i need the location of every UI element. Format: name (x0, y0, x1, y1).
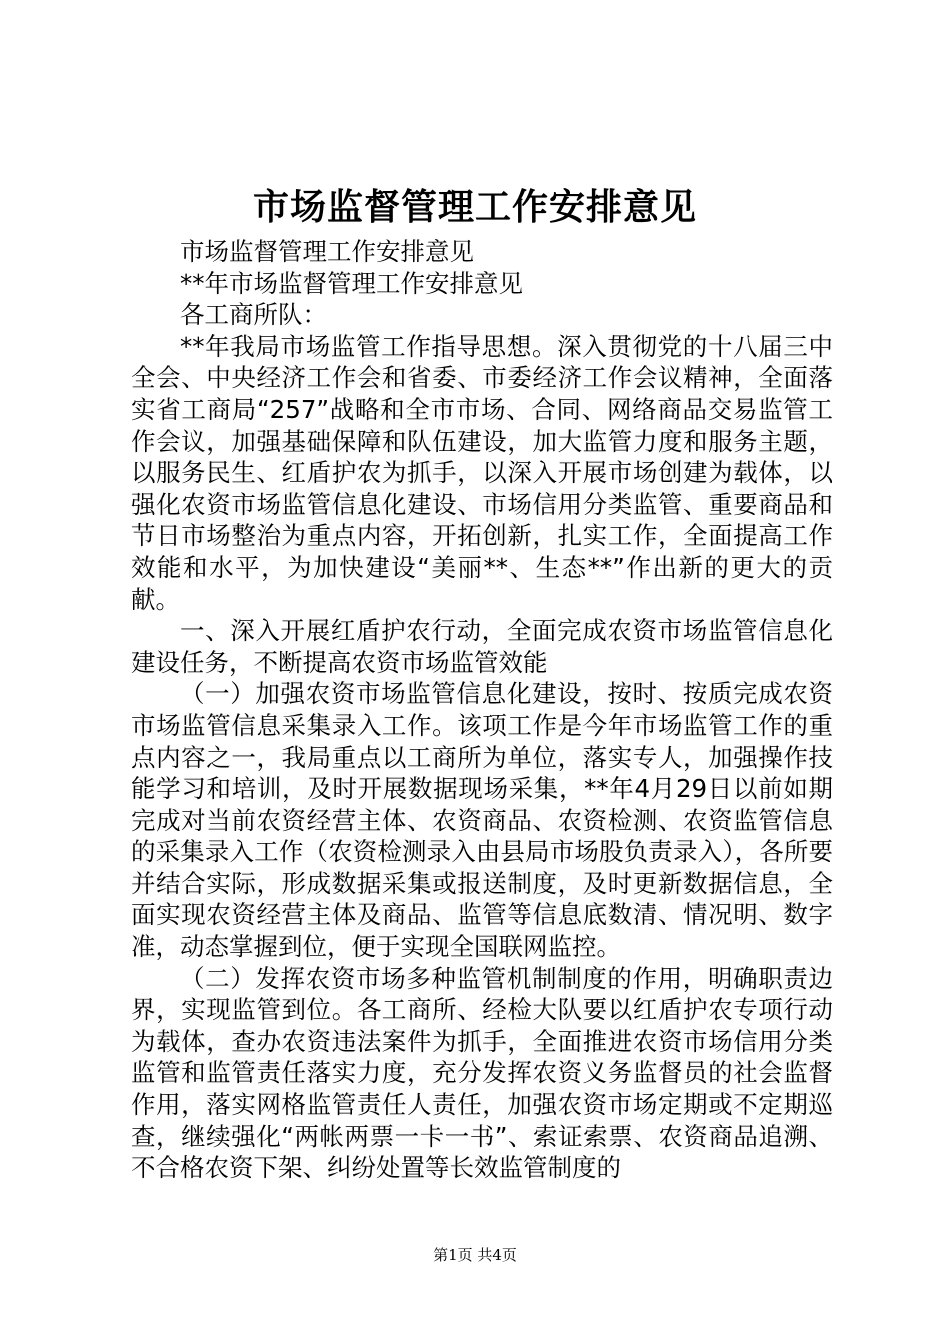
page-number: 第1页 共4页 (433, 1246, 517, 1264)
paragraph-item-two: （二）发挥农资市场多种监管机制制度的作用，明确职责边界，实现监管到位。各工商所、经检大队要以红盾护农专项行动为载体，查办农资违法案件为抓手，全面推进农资市场信用分类监管和监管责任落实力度，充分发挥农资义务监督员的社会监督作用，落实网格监管责任人责任，加强农资市场定期或不定期巡查，继续强化“两帐两票一卡一书”、索证索票、农资商品追溯、不合格农资下架、纠纷处置等长效监管制度的 (131, 963, 833, 1183)
paragraph-subtitle: **年市场监督管理工作安排意见 (180, 268, 523, 298)
paragraph-salutation: 各工商所队： (180, 300, 327, 330)
paragraph-guiding-thought: **年我局市场监管工作指导思想。深入贯彻党的十八届三中全会、中央经济工作会和省委、市委经济工作会议精神，全面落实省工商局“257”战略和全市市场、合同、网络商品交易监管工作会议，加强基础保障和队伍建设，加大监管力度和服务主题，以服务民生、红盾护农为抓手，以深入开展市场创建为载体，以强化农资市场监管信息化建设、市场信用分类监管、重要商品和节日市场整治为重点内容，开拓创新，扎实工作，全面提高工作效能和水平，为加快建设“美丽**、生态**”作出新的更大的贡献。 (131, 331, 833, 614)
paragraph-section-one-heading: 一、深入开展红盾护农行动，全面完成农资市场监管信息化建设任务，不断提高农资市场监管效能 (131, 616, 833, 677)
document-body (131, 236, 833, 1184)
document-title: 市场监督管理工作安排意见 (252, 186, 697, 228)
paragraph-heading-repeat: 市场监督管理工作安排意见 (180, 237, 474, 266)
paragraph-item-one: （一）加强农资市场监管信息化建设，按时、按质完成农资市场监管信息采集录入工作。该项工作是今年市场监管工作的重点内容之一，我局重点以工商所为单位，落实专人，加强操作技能学习和培训，及时开展数据现场采集，**年4月29日以前如期完成对当前农资经营主体、农资商品、农资检测、农资监管信息的采集录入工作（农资检测录入由县局市场股负责录入），各所要并结合实际，形成数据采集或报送制度，及时更新数据信息，全面实现农资经营主体及商品、监管等信息底数清、情况明、数字准，动态掌握到位，便于实现全国联网监控。 (131, 679, 833, 962)
